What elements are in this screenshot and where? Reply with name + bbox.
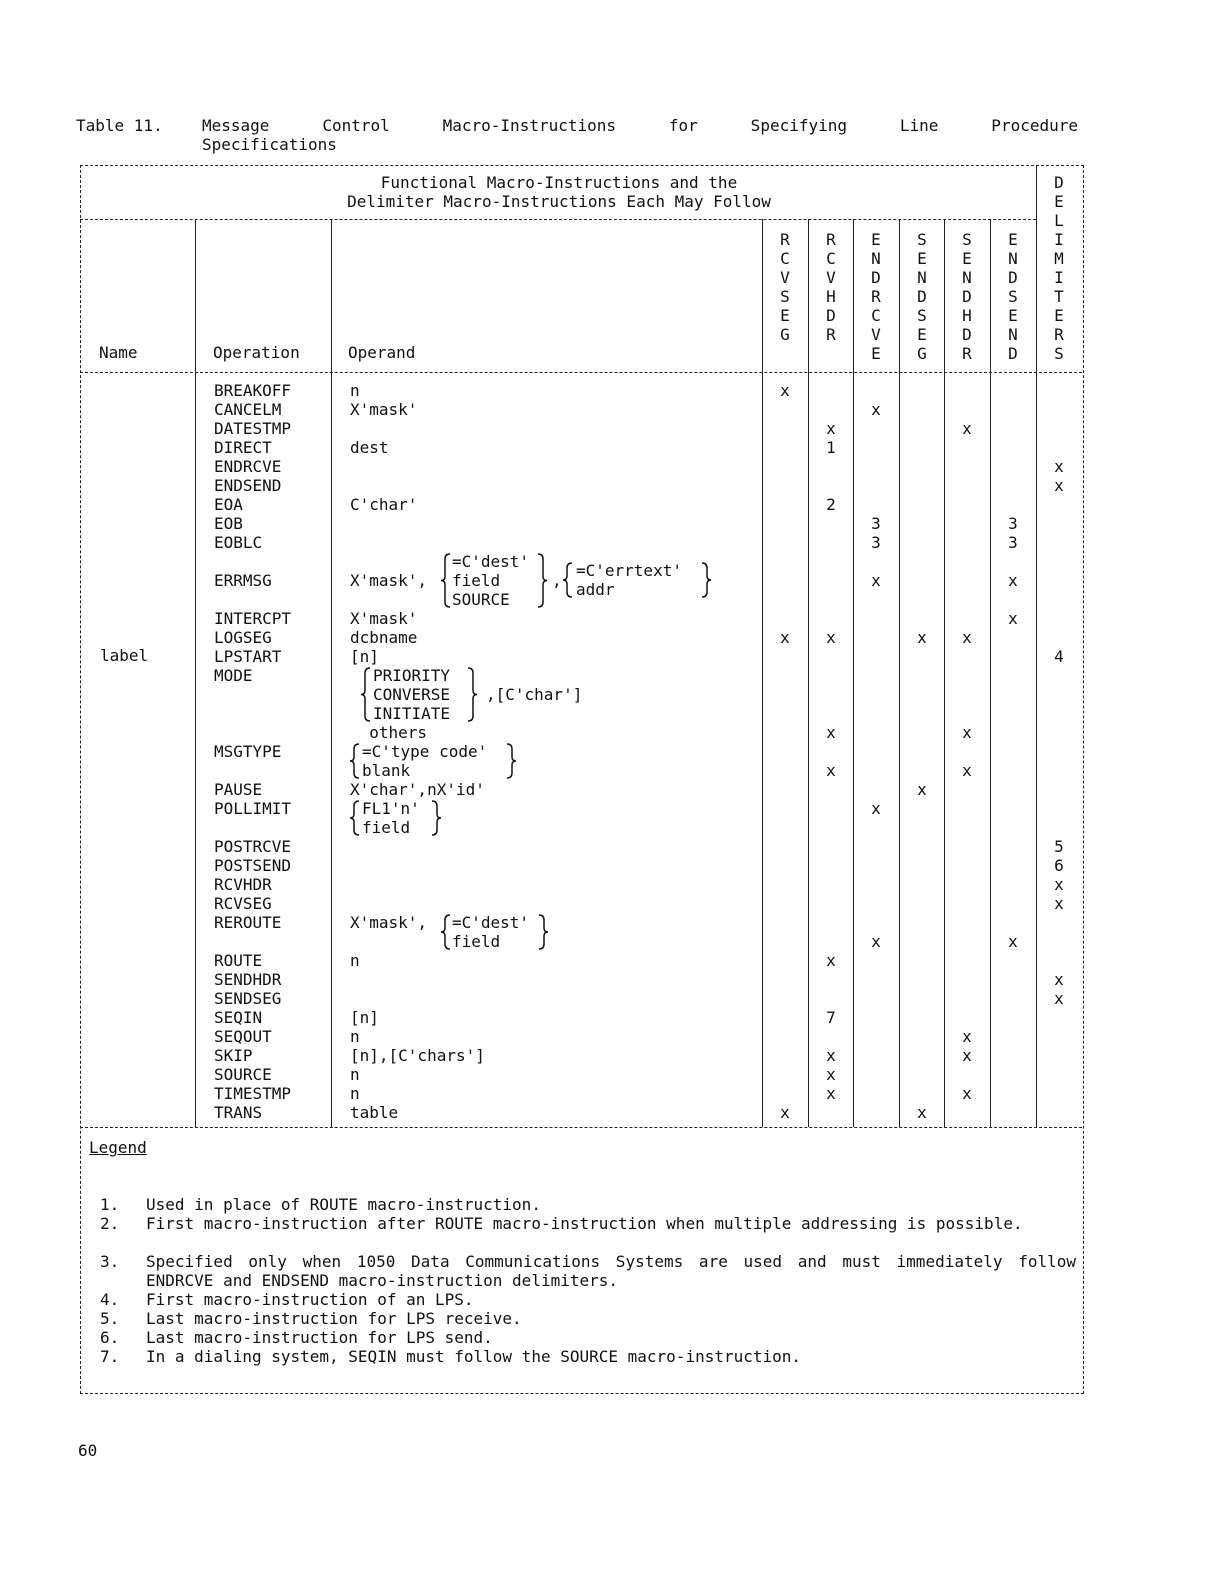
operation-cell: ROUTE [214,951,263,970]
right-brace-icon [430,799,442,837]
left-brace-icon [349,799,361,837]
operation-cell: EOB [214,514,243,533]
header-divider [80,219,1036,220]
mode-options-option: CONVERSE [373,685,451,704]
name-cell: label [100,646,149,665]
operand-cell: table [350,1103,399,1122]
legend-text: Specified only when 1050 Data Communications Systems are used and must immediately follow ENDRCVE and ENDSEND macro-instruction delimiters. [146,1252,1076,1290]
legend-text: Last macro-instruction for LPS receive. [146,1309,522,1328]
right-brace-icon [537,913,549,951]
follow-mark: x [826,1084,836,1103]
operand-cell: X'char',nX'id' [350,780,485,799]
follow-mark: x [962,723,972,742]
operand-cell: X'mask' [350,609,418,628]
operand-cell: others [350,723,428,742]
operation-cell: DATESTMP [214,419,292,438]
header-bottom-rule [80,372,1082,373]
legend-number: 6. [100,1328,120,1347]
operand-cell: n [350,1084,360,1103]
follow-mark: 6 [1054,856,1064,875]
msgtype-options-option: =C'type code' [362,742,488,761]
follow-mark: x [917,628,927,647]
follow-mark: x [780,628,790,647]
legend-number: 1. [100,1195,120,1214]
operand-cell: X'mask' [350,400,418,419]
operand-cell: [n] [350,1008,379,1027]
operation-cell: RCVSEG [214,894,272,913]
follow-mark: x [917,1103,927,1122]
errmsg-dest-options-option: =C'dest' [452,552,530,571]
follow-mark: 7 [826,1008,836,1027]
operation-cell: SOURCE [214,1065,272,1084]
right-brace-icon [505,742,517,780]
follow-mark: x [1054,970,1064,989]
follow-mark: x [780,381,790,400]
errmsg-dest-options-option: field [452,571,501,590]
operand-cell: [n] [350,647,379,666]
follow-mark: x [962,419,972,438]
follow-mark: 3 [1008,514,1018,533]
col-divider [808,219,809,1127]
col-divider [762,219,763,1127]
col-divider [331,219,332,1127]
follow-mark: x [871,799,881,818]
follow-mark: 3 [871,533,881,552]
operand-cell: C'char' [350,495,418,514]
mode-options-option: INITIATE [373,704,451,723]
col-header-endsend: E N D S E N D [1008,230,1018,363]
functional-header: Functional Macro-Instructions and the [380,173,738,192]
functional-header-line2: Delimiter Macro-Instructions Each May Follow [347,192,771,211]
operand-cell: dcbname [350,628,418,647]
left-brace-icon [349,742,361,780]
right-brace-icon [700,561,712,599]
col-header-sendhdr: S E N D H D R [962,230,972,363]
operand-cell: n [350,951,360,970]
legend-number: 7. [100,1347,120,1366]
pollimit-options-option: FL1'n' [362,799,420,818]
operation-cell: SEQOUT [214,1027,272,1046]
legend-text: First macro-instruction of an LPS. [146,1290,474,1309]
right-brace-icon [466,666,478,723]
legend-title: Legend [89,1138,147,1157]
legend-text: Last macro-instruction for LPS send. [146,1328,493,1347]
col-header-sendseg: S E N D S E G [917,230,927,363]
follow-mark: x [962,761,972,780]
follow-mark: x [1054,457,1064,476]
left-brace-icon [360,666,372,723]
follow-mark: x [826,419,836,438]
col-divider [944,219,945,1127]
col-header-operation: Operation [213,343,300,362]
table-title: Message Control Macro-Instructions for Specifying Line Procedure [202,116,1078,135]
errmsg-text-options-option: addr [576,580,615,599]
operation-cell: SEQIN [214,1008,263,1027]
operation-cell: TIMESTMP [214,1084,292,1103]
follow-mark: x [962,1027,972,1046]
operand-cell: n [350,1027,360,1046]
operation-cell: RCVHDR [214,875,272,894]
left-brace-icon [562,561,574,599]
operand-cell: [n],[C'chars'] [350,1046,485,1065]
follow-mark: x [826,951,836,970]
operation-cell: LPSTART [214,647,282,666]
col-divider [853,219,854,1127]
legend-number: 4. [100,1290,120,1309]
operand-cell: X'mask', [350,913,428,932]
mode-suffix: ,[C'char'] [486,685,583,704]
left-brace-icon [440,552,452,609]
operation-cell: TRANS [214,1103,263,1122]
legend-number: 5. [100,1309,120,1328]
follow-mark: x [826,1046,836,1065]
legend-number: 2. [100,1214,120,1233]
operation-cell: ENDRCVE [214,457,282,476]
operation-cell: DIRECT [214,438,272,457]
col-divider [1036,165,1037,1127]
follow-mark: x [962,628,972,647]
table-title-continued: Specifications [202,135,337,154]
operation-cell: SENDHDR [214,970,282,989]
operation-cell: ENDSEND [214,476,282,495]
follow-mark: x [1054,894,1064,913]
col-divider [899,219,900,1127]
left-brace-icon [440,913,452,951]
operation-cell: ERRMSG [214,571,272,590]
follow-mark: 4 [1054,647,1064,666]
operation-cell: EOBLC [214,533,263,552]
follow-mark: 3 [1008,533,1018,552]
follow-mark: x [826,761,836,780]
follow-mark: x [917,780,927,799]
pollimit-options-option: field [362,818,411,837]
follow-mark: x [962,1084,972,1103]
follow-mark: x [1008,609,1018,628]
reroute-options-option: field [452,932,501,951]
col-header-operand: Operand [348,343,416,362]
operation-cell: BREAKOFF [214,381,292,400]
operation-cell: INTERCPT [214,609,292,628]
msgtype-options-option: blank [362,761,411,780]
follow-mark: x [826,1065,836,1084]
follow-mark: 5 [1054,837,1064,856]
follow-mark: x [780,1103,790,1122]
table-bottom-rule [80,1127,1082,1128]
operation-cell: POSTSEND [214,856,292,875]
operation-cell: MODE [214,666,253,685]
operand-cell: n [350,1065,360,1084]
errmsg-dest-options-option: SOURCE [452,590,510,609]
operation-cell: MSGTYPE [214,742,282,761]
operation-cell: LOGSEG [214,628,272,647]
errmsg-separator: , [552,571,562,590]
follow-mark: x [826,723,836,742]
page-number: 60 [78,1441,98,1460]
operation-cell: SKIP [214,1046,253,1065]
follow-mark: 2 [826,495,836,514]
operation-cell: CANCELM [214,400,282,419]
col-divider [990,219,991,1127]
operand-cell: dest [350,438,389,457]
operation-cell: PAUSE [214,780,263,799]
operation-cell: SENDSEG [214,989,282,1008]
operand-cell: X'mask', [350,571,428,590]
mode-options-option: PRIORITY [373,666,451,685]
follow-mark: x [871,400,881,419]
follow-mark: x [826,628,836,647]
operation-cell: REROUTE [214,913,282,932]
follow-mark: x [1054,875,1064,894]
legend-text: Used in place of ROUTE macro-instruction. [146,1195,541,1214]
col-header-delimiters: D E L I M I T E R S [1054,173,1064,363]
col-divider [195,219,196,1127]
legend-text: First macro-instruction after ROUTE macro-instruction when multiple addressing is possible. [146,1214,1023,1233]
follow-mark: x [871,932,881,951]
errmsg-text-options-option: =C'errtext' [576,561,682,580]
col-header-name: Name [99,343,138,362]
legend-number: 3. [100,1252,120,1271]
col-header-endrcve: E N D R C V E [871,230,881,363]
operation-cell: POSTRCVE [214,837,292,856]
follow-mark: x [1008,571,1018,590]
table-number: Table 11. [76,116,163,135]
follow-mark: 1 [826,438,836,457]
follow-mark: x [871,571,881,590]
operation-cell: POLLIMIT [214,799,292,818]
col-header-rcvseg: R C V S E G [780,230,790,344]
reroute-options-option: =C'dest' [452,913,530,932]
follow-mark: x [962,1046,972,1065]
right-brace-icon [536,552,548,609]
follow-mark: x [1054,476,1064,495]
operand-cell: n [350,381,360,400]
follow-mark: 3 [871,514,881,533]
col-header-rcvhdr: R C V H D R [826,230,836,344]
legend-text: In a dialing system, SEQIN must follow the SOURCE macro-instruction. [146,1347,802,1366]
follow-mark: x [1054,989,1064,1008]
follow-mark: x [1008,932,1018,951]
operation-cell: EOA [214,495,243,514]
